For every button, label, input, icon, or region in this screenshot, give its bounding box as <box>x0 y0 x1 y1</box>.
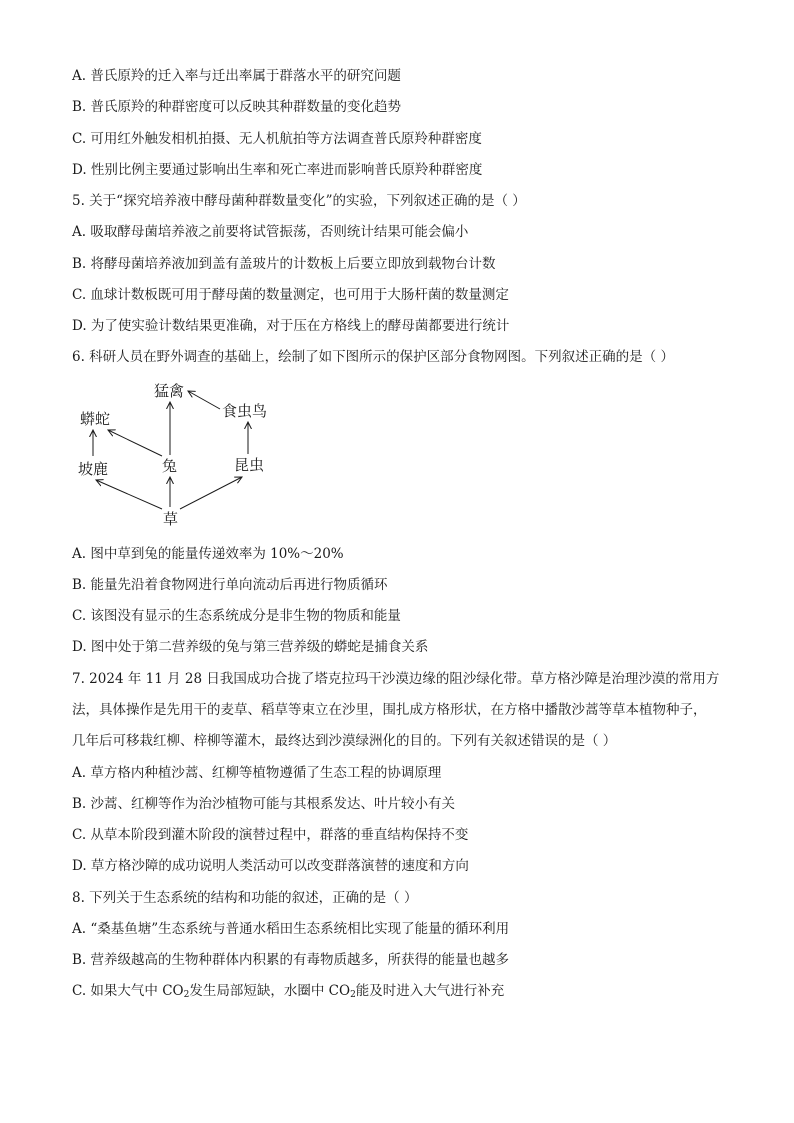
q7-option-a: A. 草方格内种植沙蒿、红柳等植物遵循了生态工程的协调原理 <box>72 765 442 781</box>
arrow-rabbit-to-python <box>108 430 162 456</box>
q6-option-c: C. 该图没有显示的生态系统成分是非生物的物质和能量 <box>72 608 401 624</box>
q7-stem-line-3: 几年后可移栽红柳、梓柳等灌木，最终达到沙漠绿洲化的目的。下列有关叙述错误的是（ ） <box>72 733 617 749</box>
q7-option-d: D. 草方格沙障的成功说明人类活动可以改变群落演替的速度和方向 <box>72 858 469 874</box>
q4-option-b: B. 普氏原羚的种群密度可以反映其种群数量的变化趋势 <box>72 99 402 115</box>
q7-stem-line-1: 7. 2024 年 11 月 28 日我国成功合拢了塔克拉玛干沙漠边缘的阻沙绿化带。草方格沙障是治理沙漠的常用方 <box>72 671 720 687</box>
node-insect: 昆虫 <box>234 456 265 474</box>
arrow-bird-to-raptor <box>188 391 220 409</box>
q5-option-d: D. 为了使实验计数结果更准确，对于压在方格线上的酵母菌都要进行统计 <box>72 318 510 334</box>
q8-option-c-suffix: 能及时进入大气进行补充 <box>355 983 505 999</box>
q6-option-b: B. 能量先沿着食物网进行单向流动后再进行物质循环 <box>72 577 388 593</box>
q5-option-a: A. 吸取酵母菌培养液之前要将试管振荡，否则统计结果可能会偏小 <box>72 224 469 240</box>
node-insectivorous-bird: 食虫鸟 <box>222 402 268 420</box>
q8-option-b: B. 营养级越高的生物种群体内积累的有毒物质越多，所获得的能量也越多 <box>72 952 510 968</box>
q7-stem-line-2: 法，具体操作是先用干的麦草、稻草等束立在沙里，围扎成方格形状，在方格中播散沙蒿等草本植物种子， <box>72 702 707 718</box>
q6-option-a: A. 图中草到兔的能量传递效率为 10%～20% <box>72 546 344 562</box>
node-rabbit: 兔 <box>162 457 178 475</box>
q6-stem: 6. 科研人员在野外调查的基础上，绘制了如下图所示的保护区部分食物网图。下列叙述正确的是（ ） <box>72 349 674 365</box>
q4-option-a: A. 普氏原羚的迁入率与迁出率属于群落水平的研究问题 <box>72 68 401 84</box>
arrow-grass-to-deer <box>96 480 162 509</box>
co2-subscript: 2 <box>183 990 190 1000</box>
node-grass: 草 <box>163 510 179 528</box>
node-python: 蟒蛇 <box>80 410 111 428</box>
arrow-grass-to-insect <box>180 477 242 509</box>
q5-option-b: B. 将酵母菌培养液加到盖有盖玻片的计数板上后要立即放到载物台计数 <box>72 256 496 272</box>
q6-option-d: D. 图中处于第二营养级的兔与第三营养级的蟒蛇是捕食关系 <box>72 639 429 655</box>
q7-option-b: B. 沙蒿、红柳等作为治沙植物可能与其根系发达、叶片较小有关 <box>72 796 456 812</box>
node-raptor: 猛禽 <box>154 382 185 400</box>
q8-option-c-mid: 发生局部短缺，水圈中 CO <box>189 983 351 999</box>
q8-option-c-prefix: C. 如果大气中 CO <box>72 983 184 999</box>
q4-option-d: D. 性别比例主要通过影响出生率和死亡率进而影响普氏原羚种群密度 <box>72 162 483 178</box>
co2-subscript: 2 <box>350 990 356 1000</box>
q4-option-c: C. 可用红外触发相机拍摄、无人机航拍等方法调查普氏原羚种群密度 <box>72 131 482 147</box>
q5-option-c: C. 血球计数板既可用于酵母菌的数量测定，也可用于大肠杆菌的数量测定 <box>72 287 509 303</box>
q5-stem: 5. 关于“探究培养液中酵母菌种群数量变化”的实验，下列叙述正确的是（ ） <box>72 193 526 209</box>
q8-stem: 8. 下列关于生态系统的结构和功能的叙述，正确的是（ ） <box>72 890 418 906</box>
q8-option-c <box>72 982 504 1004</box>
q8-option-a: A. “桑基鱼塘”生态系统与普通水稻田生态系统相比实现了能量的循环利用 <box>72 921 510 937</box>
food-web-diagram <box>70 376 290 528</box>
node-deer: 坡鹿 <box>78 460 109 478</box>
q7-option-c: C. 从草本阶段到灌木阶段的演替过程中，群落的垂直结构保持不变 <box>72 827 469 843</box>
